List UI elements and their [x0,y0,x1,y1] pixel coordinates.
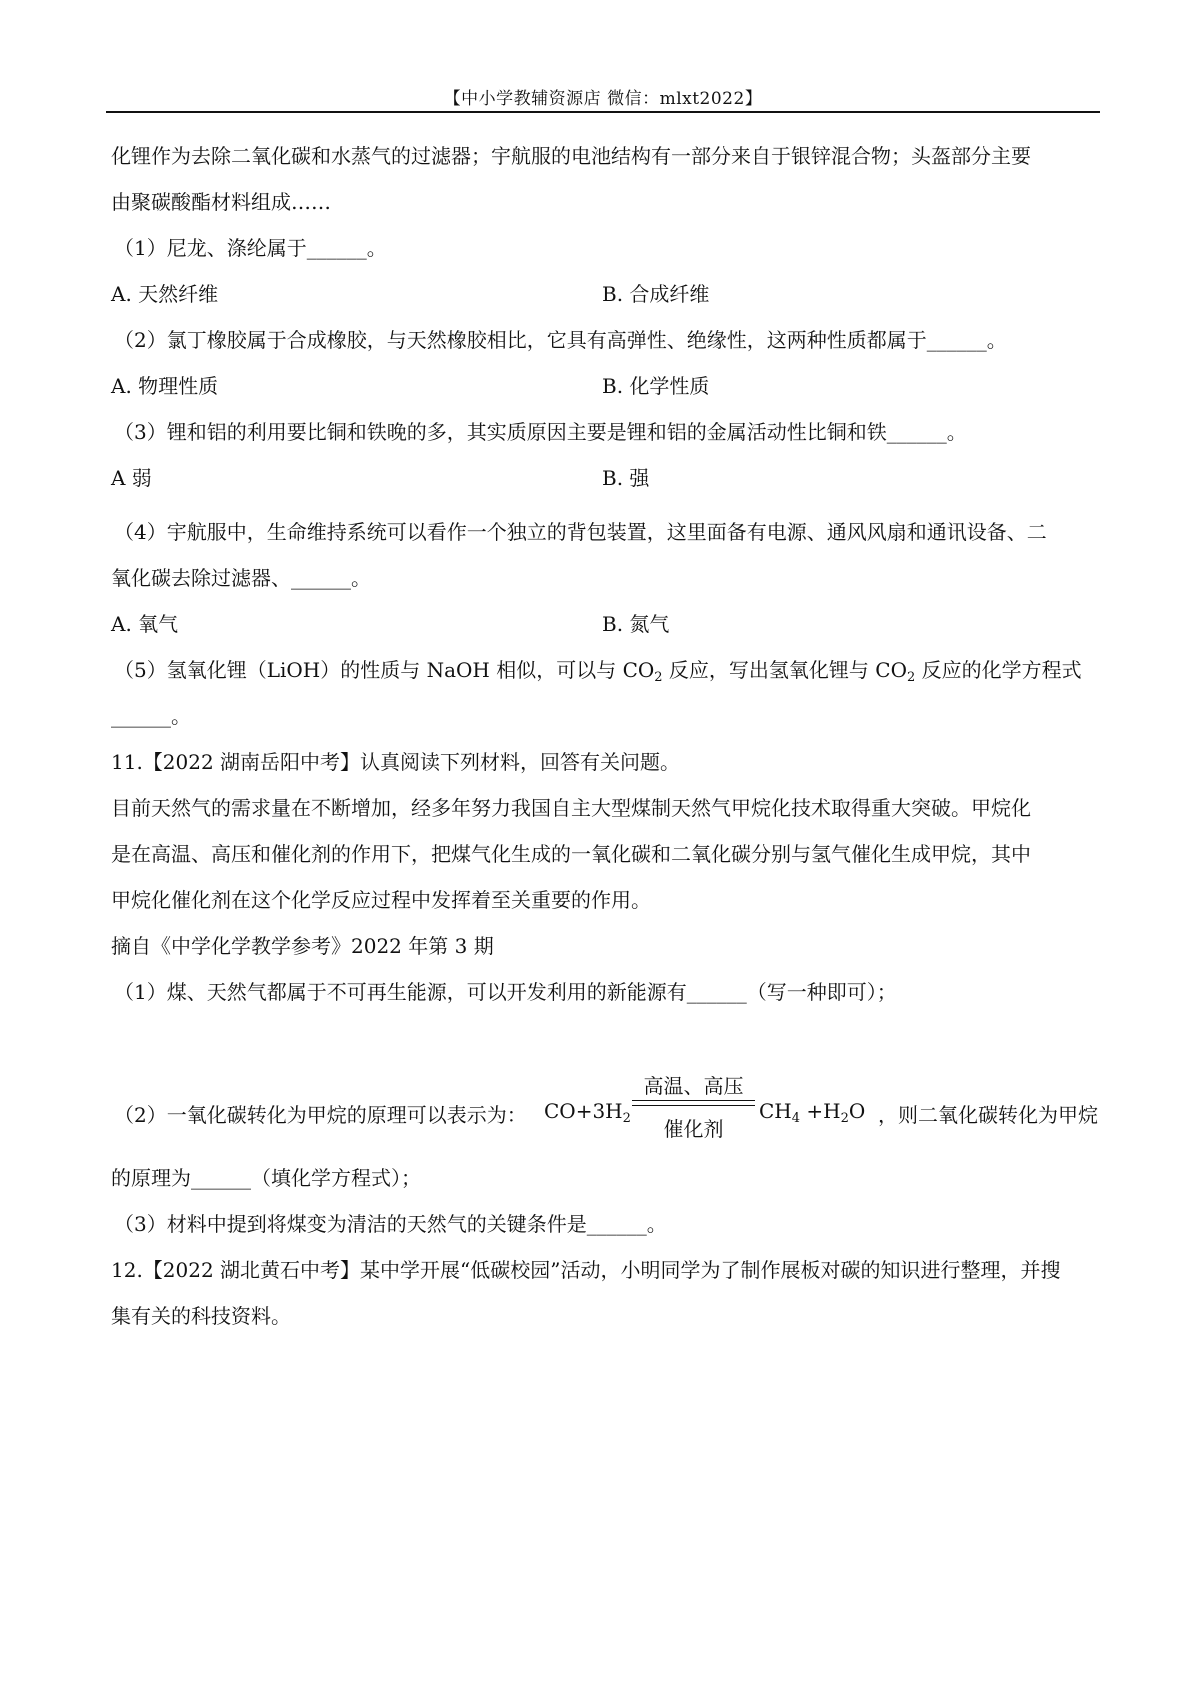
q10-part4-line-2: 氧化碳去除过滤器、______。 [111,566,371,590]
q11-part3: （3）材料中提到将煤变为清洁的天然气的关键条件是______。 [114,1212,667,1236]
q12-line-1: 12.【2022 湖北黄石中考】某中学开展“低碳校园”活动，小明同学为了制作展板对碳的知识进行整理，并搜 [111,1258,1061,1282]
q11-material-line-2: 是在高温、高压和催化剂的作用下，把煤气化生成的一氧化碳和二氧化碳分别与氢气催化生成甲烷，其中 [111,842,1031,866]
h2-subscript: 2 [622,1111,631,1126]
q10-part2-option-b: B. 化学性质 [602,374,710,398]
h2o-subscript: 2 [840,1111,849,1126]
q12-line-2: 集有关的科技资料。 [111,1304,291,1328]
q11-source: 摘自《中学化学教学参考》2022 年第 3 期 [111,934,494,958]
q10-part3-option-a: A 弱 [111,466,152,490]
equation-products [759,1099,865,1126]
reaction-condition-top: 高温、高压 [643,1074,744,1098]
q10-part5-seg1: （5）氢氧化锂（LiOH）的性质与 NaOH 相似，可以与 CO [114,658,655,682]
equals-sign-bottom [632,1105,755,1106]
ch4-subscript: 4 [791,1111,801,1126]
q11-title: 11.【2022 湖南岳阳中考】认真阅读下列材料，回答有关问题。 [111,750,681,774]
q10-part4-option-b: B. 氮气 [602,612,670,636]
co2-subscript-2: 2 [906,670,916,685]
q11-material-line-1: 目前天然气的需求量在不断增加，经多年努力我国自主大型煤制天然气甲烷化技术取得重大突破。甲烷化 [111,796,1031,820]
q10-part2-option-a: A. 物理性质 [111,374,219,398]
q10-part5-line-1 [114,656,1082,692]
header-rule [106,111,1100,113]
q11-part2-suffix: ，则二氧化碳转化为甲烷 [878,1103,1098,1127]
co2-subscript-1: 2 [654,670,663,685]
q10-part5-line-2: ______。 [111,704,191,728]
q10-part5-seg3: 反应的化学方程式 [915,658,1082,682]
q10-part3: （3）锂和铝的利用要比铜和铁晚的多，其实质原因主要是锂和铝的金属活动性比铜和铁______。 [114,420,967,444]
equals-sign-top [632,1100,755,1101]
equation-reactants [544,1099,631,1126]
h2o-text: +H [800,1099,841,1123]
reactant-text: CO+3H [544,1099,623,1123]
q10-part5-seg2: 反应，写出氢氧化锂与 CO [662,658,907,682]
ch4-text: CH [759,1099,792,1123]
q11-part1: （1）煤、天然气都属于不可再生能源，可以开发利用的新能源有______（写一种即可）； [114,980,897,1004]
h2o-o-text: O [848,1099,866,1123]
q10-part1: （1）尼龙、涤纶属于______。 [114,236,387,260]
q11-part2-prefix: （2）一氧化碳转化为甲烷的原理可以表示为： [114,1103,527,1127]
intro-line-1: 化锂作为去除二氧化碳和水蒸气的过滤器；宇航服的电池结构有一部分来自于银锌混合物；头盔部分主要 [111,144,1031,168]
q10-part4-option-a: A. 氧气 [111,612,179,636]
reaction-condition-bottom: 催化剂 [663,1117,724,1141]
page-header: 【中小学教辅资源店 微信：mlxt2022】 [443,89,763,109]
q10-part3-option-b: B. 强 [602,466,650,490]
q11-material-line-3: 甲烷化催化剂在这个化学反应过程中发挥着至关重要的作用。 [111,888,651,912]
q11-part2-line-2: 的原理为______（填化学方程式）； [111,1166,421,1190]
q10-part1-option-a: A. 天然纤维 [111,282,219,306]
intro-line-2: 由聚碳酸酯材料组成…… [111,190,331,214]
q10-part2: （2）氯丁橡胶属于合成橡胶，与天然橡胶相比，它具有高弹性、绝缘性，这两种性质都属于______。 [114,328,1007,352]
q10-part1-option-b: B. 合成纤维 [602,282,710,306]
q10-part4-line-1: （4）宇航服中，生命维持系统可以看作一个独立的背包装置，这里面备有电源、通风风扇和通讯设备、二 [114,520,1047,544]
